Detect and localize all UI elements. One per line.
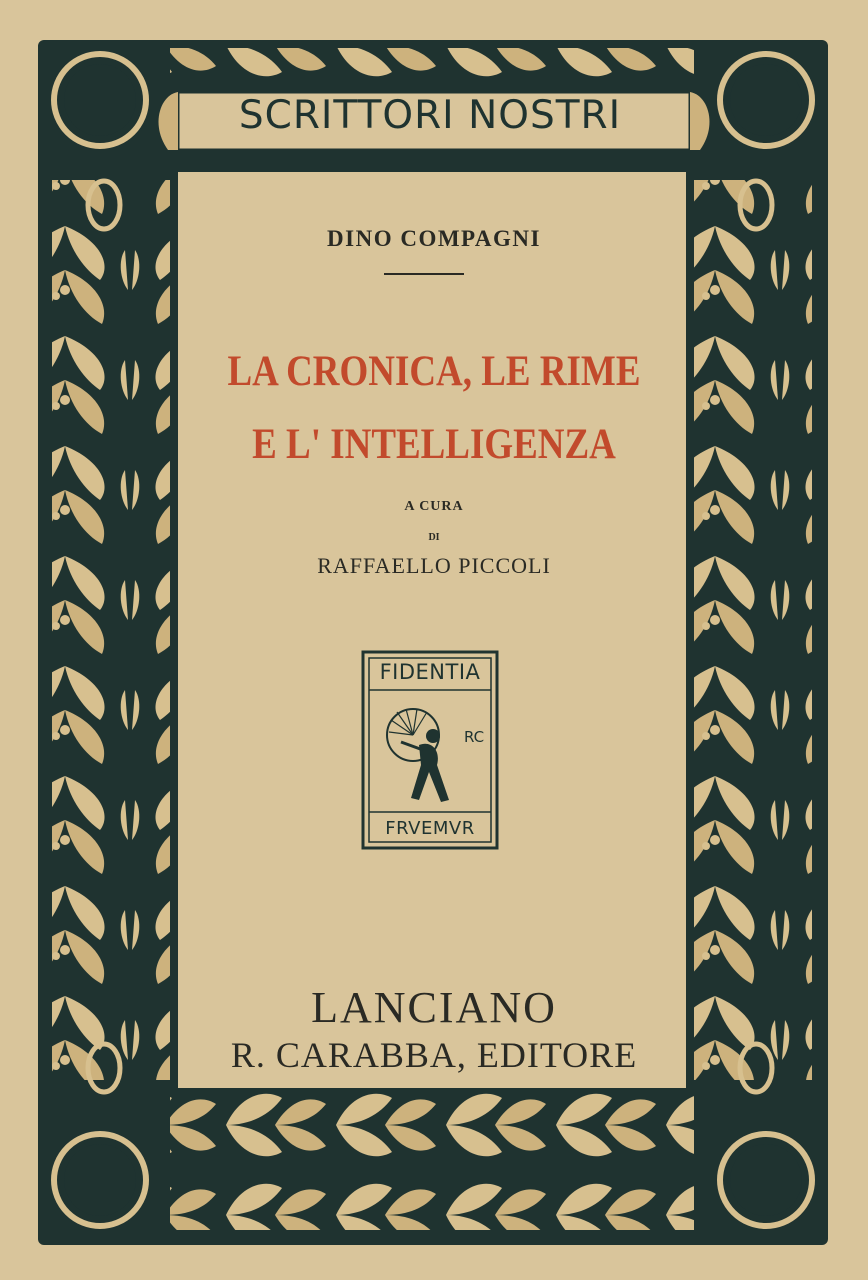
- book-title-line-2: E L' INTELLIGENZA: [252, 421, 616, 468]
- publisher-city: LANCIANO: [311, 983, 557, 1032]
- edited-by-label: A CURA: [404, 499, 464, 514]
- series-title: SCRITTORI NOSTRI: [238, 93, 622, 138]
- publisher-name: R. CARABBA, EDITORE: [230, 1035, 638, 1075]
- editor-name: RAFFAELLO PICCOLI: [317, 553, 551, 578]
- book-title-line-1: LA CRONICA, LE RIME: [227, 348, 641, 395]
- emblem-motto-bottom: FRVEMVR: [385, 818, 475, 839]
- emblem-motto-top: FIDENTIA: [379, 660, 481, 684]
- author-name: DINO COMPAGNI: [327, 226, 541, 251]
- edited-by-of-label: DI: [428, 532, 440, 543]
- emblem-monogram: RC: [464, 728, 485, 746]
- divider-rule: [384, 273, 464, 275]
